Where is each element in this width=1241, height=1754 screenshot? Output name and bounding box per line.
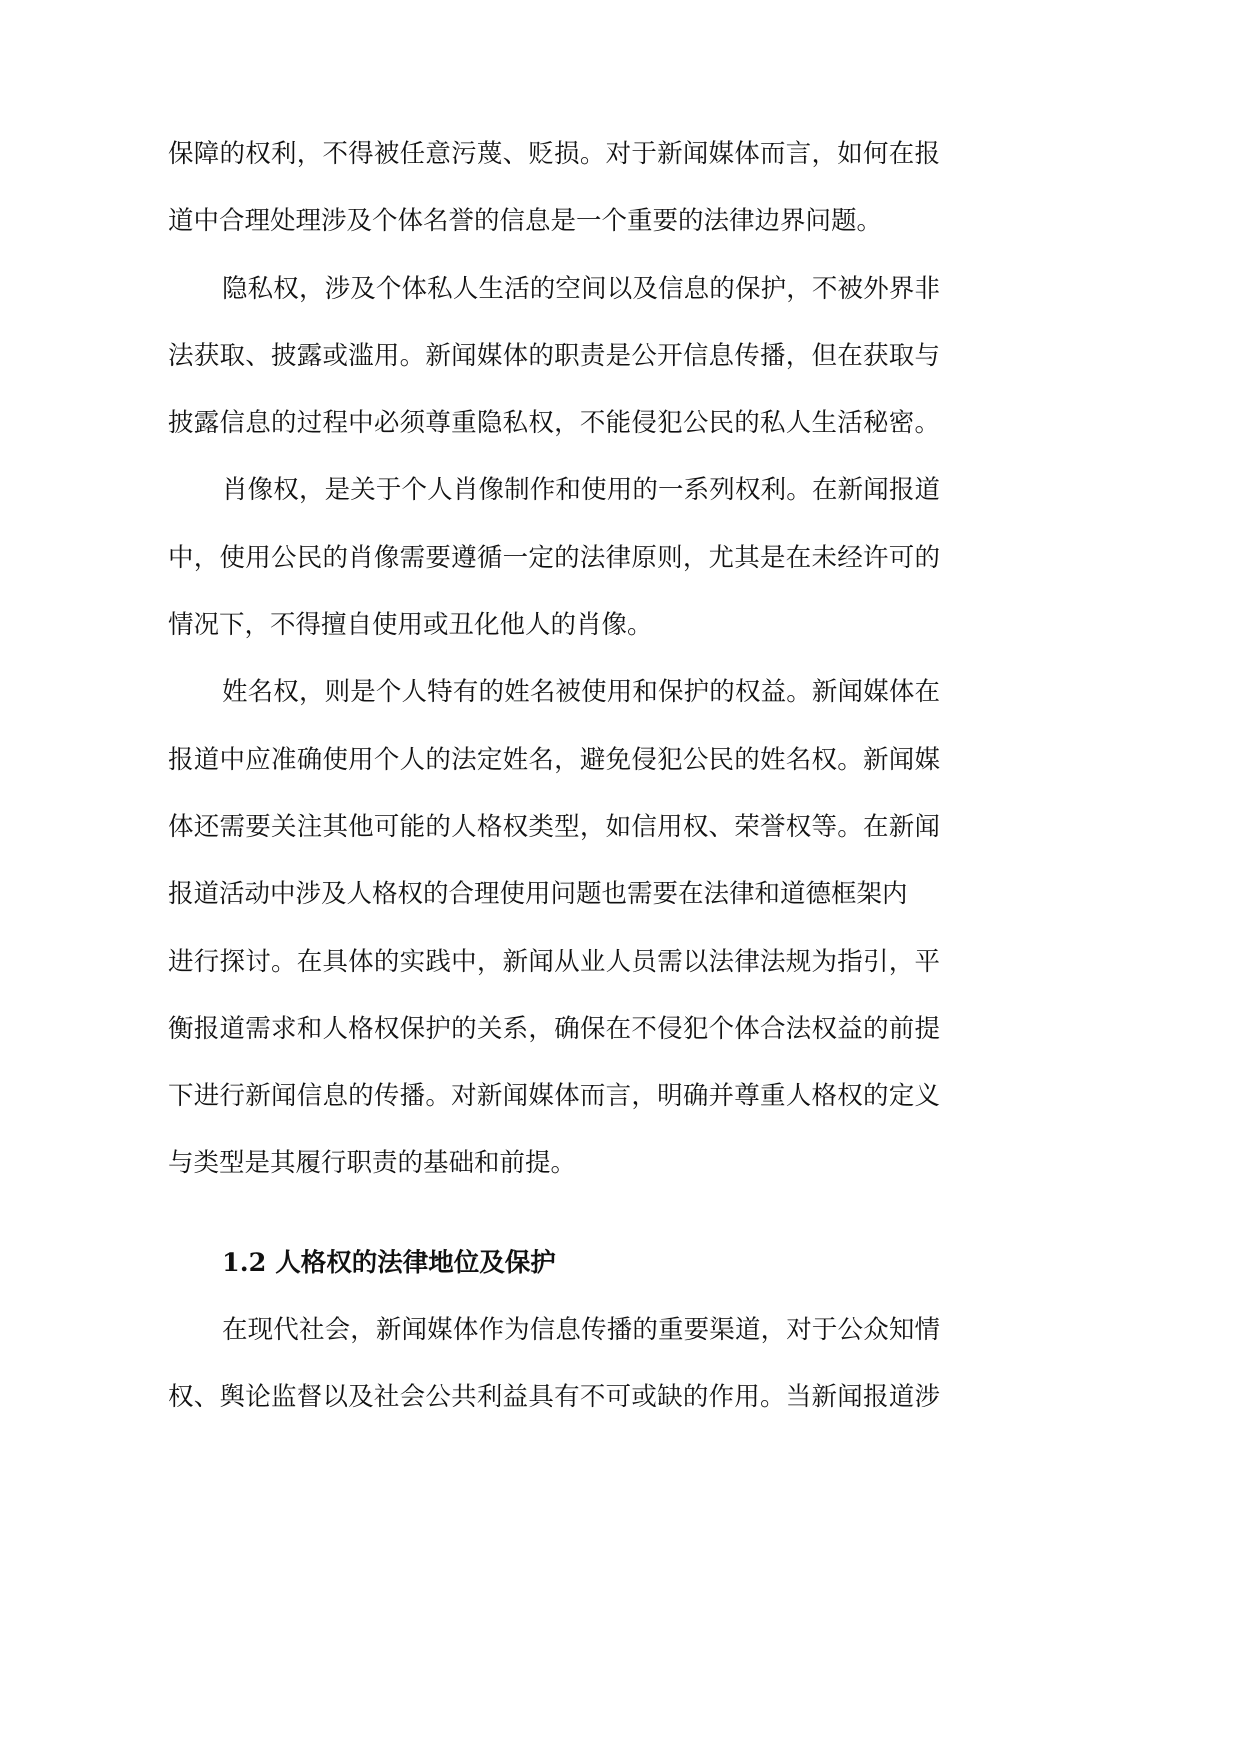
text-line: 姓名权，则是个人特有的姓名被使用和保护的权益。新闻媒体在 [222,677,940,708]
text-line: 权、舆论监督以及社会公共利益具有不可或缺的作用。当新闻报道涉 [168,1382,940,1413]
text-line: 保障的权利，不得被任意污蔑、贬损。对于新闻媒体而言，如何在报 [168,139,940,169]
text-line: 情况下，不得擅自使用或丑化他人的肖像。 [168,610,653,641]
paragraph [168,457,940,659]
text-line: 隐私权，涉及个体私人生活的空间以及信息的保护，不被外界非 [222,273,940,304]
text-line: 与类型是其履行职责的基础和前提。 [168,1148,577,1179]
body-text [168,121,940,1432]
text-line: 衡报道需求和人格权保护的关系，确保在不侵犯个体合法权益的前提 [168,1013,940,1044]
text-line: 在现代社会，新闻媒体作为信息传播的重要渠道，对于公众知情 [222,1315,940,1346]
section-heading: 1.2 人格权的法律地位及保护 [222,1247,556,1278]
paragraph [168,121,940,256]
text-line: 报道中应准确使用个人的法定姓名，避免侵犯公民的姓名权。新闻媒 [168,744,940,775]
text-line: 下进行新闻信息的传播。对新闻媒体而言，明确并尊重人格权的定义 [168,1081,940,1112]
text-line: 进行探讨。在具体的实践中，新闻从业人员需以法律法规为指引，平 [168,946,940,977]
text-line: 披露信息的过程中必须尊重隐私权，不能侵犯公民的私人生活秘密。 [168,408,940,439]
paragraph [168,1297,940,1432]
text-line: 体还需要关注其他可能的人格权类型，如信用权、荣誉权等。在新闻 [168,811,940,842]
text-line: 报道活动中涉及人格权的合理使用问题也需要在法律和道德框架内 [168,879,908,910]
text-line: 中，使用公民的肖像需要遵循一定的法律原则，尤其是在未经许可的 [168,542,940,573]
text-line: 道中合理处理涉及个体名誉的信息是一个重要的法律边界问题。 [168,206,883,237]
text-line: 法获取、披露或滥用。新闻媒体的职责是公开信息传播，但在获取与 [168,340,940,371]
paragraph [168,659,940,1197]
text-line: 肖像权，是关于个人肖像制作和使用的一系列权利。在新闻报道 [222,475,940,506]
paragraph [168,256,940,458]
